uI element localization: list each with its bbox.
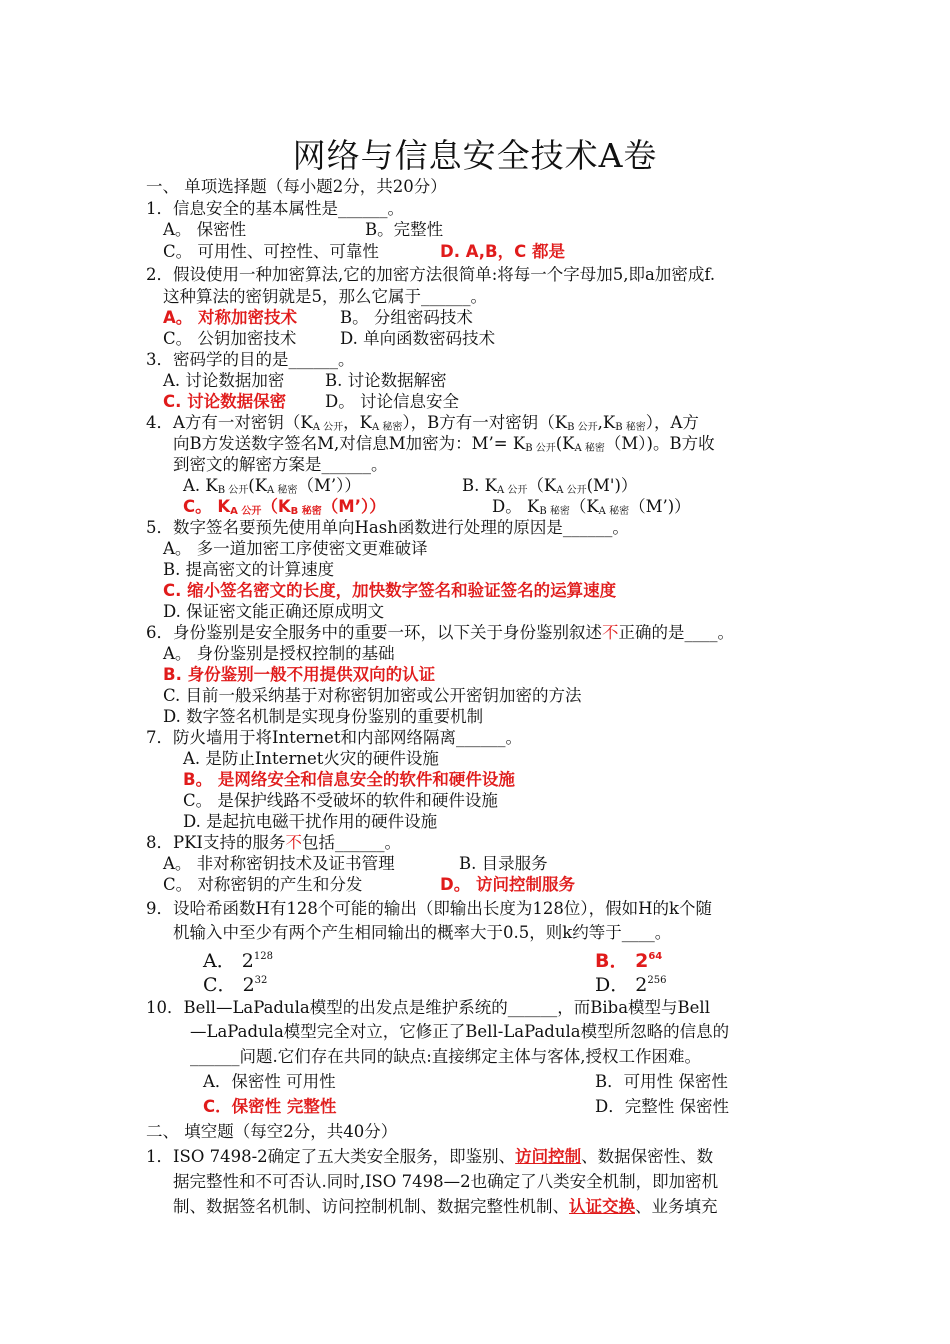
q2-stem-line2: 这种算法的密钥就是5，那么它属于______。 xyxy=(163,287,487,306)
q1-stem: 1．信息安全的基本属性是______。 xyxy=(146,199,404,218)
q3-option-a: A. 讨论数据加密 xyxy=(163,371,285,390)
q3-option-b: B. 讨论数据解密 xyxy=(325,371,447,390)
f1-line3: 制、数据签名机制、访问控制机制、数据完整性机制、认证交换、业务填充 xyxy=(173,1197,718,1216)
q9-stem-line1: 9．设哈希函数H有128个可能的输出（即输出长度为128位），假如H的k个随 xyxy=(146,899,713,918)
q3-option-d: D。 讨论信息安全 xyxy=(325,392,459,411)
q10-stem-line2: —LaPadula模型完全对立，它修正了Bell-LaPadula模型所忽略的信息的 xyxy=(190,1022,730,1041)
q6-option-c: C. 目前一般采纳基于对称密钥加密或公开密钥加密的方法 xyxy=(163,686,582,705)
q9-option-b-answer: B． $2^{64}$ xyxy=(595,950,663,972)
q10-stem-line3: ______问题.它们存在共同的缺点:直接绑定主体与客体,授权工作困难。 xyxy=(190,1047,702,1066)
q9-stem-line2: 机输入中至少有两个产生相同输出的概率大于0.5，则k约等于____。 xyxy=(173,923,672,942)
q4-option-d: D。 $K_{B 秘密}(K_{A 秘密}(M’))$ xyxy=(492,497,691,517)
q1-option-c: C。 可用性、可控性、可靠性 xyxy=(163,242,379,261)
q8-option-c: C。 对称密钥的产生和分发 xyxy=(163,875,363,894)
q10-option-c-answer: C．保密性 完整性 xyxy=(203,1097,337,1116)
q10-option-a: A．保密性 可用性 xyxy=(203,1072,336,1091)
q9-option-a: A． $2^{128}$ xyxy=(203,950,273,972)
q4-stem-line2: 向B方发送数字签名M,对信息M加密为：M’= $K_{B 公开}(K_{A 秘密}(M))$。B方收 xyxy=(173,434,715,454)
f1-line1: 1．ISO 7498-2确定了五大类安全服务，即鉴别、访问控制、数据保密性、数 xyxy=(146,1147,714,1166)
q4-option-b: B. $K_{A 公开}(K_{A 公开}(M'))$ xyxy=(462,476,638,496)
q5-stem: 5．数字签名要预先使用单向Hash函数进行处理的原因是______。 xyxy=(146,518,629,537)
section-heading-fill: 二、 填空题（每空2分，共40分） xyxy=(146,1122,398,1141)
q8-stem: 8．PKI支持的服务不包括______。 xyxy=(146,833,401,852)
q4-stem-line3: 到密文的解密方案是______。 xyxy=(173,455,388,474)
q1-option-d-answer: D. A,B，C 都是 xyxy=(440,242,565,261)
q9-option-c: C． $2^{32}$ xyxy=(203,974,268,996)
q10-option-b: B．可用性 保密性 xyxy=(595,1072,728,1091)
q6-stem: 6．身份鉴别是安全服务中的重要一环，以下关于身份鉴别叙述不正确的是____。 xyxy=(146,623,734,642)
f1-line2: 据完整性和不可否认.同时,ISO 7498—2也确定了八类安全机制，即加密机 xyxy=(173,1172,719,1191)
q10-stem-line1: 10．Bell—LaPadula模型的出发点是维护系统的______，而Biba模型与Bell xyxy=(146,998,710,1017)
document-title: 网络与信息安全技术A卷 xyxy=(292,136,658,175)
q4-stem-line1: 4．A方有一对密钥（$K_{A 公开}$，$K_{A 秘密}$），B方有一对密钥$(K_{B 公开},K_{B 秘密})$，A方 xyxy=(146,413,699,433)
q10-option-d: D．完整性 保密性 xyxy=(595,1097,729,1116)
q2-stem-line1: 2．假设使用一种加密算法,它的加密方法很简单:将每一个字母加5,即a加密成f. xyxy=(146,265,716,284)
q5-option-b: B. 提高密文的计算速度 xyxy=(163,560,335,579)
q7-option-d: D. 是起抗电磁干扰作用的硬件设施 xyxy=(183,812,438,831)
q4-option-c-answer: C。 $K_{A 公开}(K_{B 秘密}(M’))$ xyxy=(183,497,386,517)
q9-option-d: D． $2^{256}$ xyxy=(595,974,667,996)
q7-option-b-answer: B。 是网络安全和信息安全的软件和硬件设施 xyxy=(183,770,515,789)
q2-option-a-answer: A。 对称加密技术 xyxy=(163,308,298,327)
q6-option-a: A。 身份鉴别是授权控制的基础 xyxy=(163,644,395,663)
q3-stem: 3．密码学的目的是______。 xyxy=(146,350,355,369)
q7-option-c: C。 是保护线路不受破坏的软件和硬件设施 xyxy=(183,791,498,810)
q5-option-a: A。 多一道加密工序使密文更难破译 xyxy=(163,539,428,558)
q5-option-c-answer: C. 缩小签名密文的长度，加快数字签名和验证签名的运算速度 xyxy=(163,581,617,600)
q6-option-d: D. 数字签名机制是实现身份鉴别的重要机制 xyxy=(163,707,484,726)
section-heading-choice: 一、 单项选择题（每小题2分，共20分） xyxy=(146,177,447,196)
q8-option-a: A。 非对称密钥技术及证书管理 xyxy=(163,854,395,873)
q2-option-c: C。 公钥加密技术 xyxy=(163,329,297,348)
q1-option-a: A。 保密性 xyxy=(163,220,247,239)
f1-answer-2: 认证交换 xyxy=(569,1197,635,1216)
q2-option-b: B。 分组密码技术 xyxy=(340,308,473,327)
q3-option-c-answer: C. 讨论数据保密 xyxy=(163,392,287,411)
q2-option-d: D. 单向函数密码技术 xyxy=(340,329,496,348)
f1-answer-1: 访问控制 xyxy=(515,1147,582,1166)
q7-option-a: A. 是防止Internet火灾的硬件设施 xyxy=(183,749,439,768)
q8-option-d-answer: D。 访问控制服务 xyxy=(440,875,575,894)
q7-stem: 7．防火墙用于将Internet和内部网络隔离______。 xyxy=(146,728,522,747)
q4-option-a: A. $K_{B 公开}(K_{A 秘密}(M’))$ xyxy=(183,476,361,496)
q8-option-b: B. 目录服务 xyxy=(459,854,548,873)
q6-option-b-answer: B. 身份鉴别一般不用提供双向的认证 xyxy=(163,665,436,684)
q5-option-d: D. 保证密文能正确还原成明文 xyxy=(163,602,385,621)
q1-option-b: B。完整性 xyxy=(365,220,444,239)
